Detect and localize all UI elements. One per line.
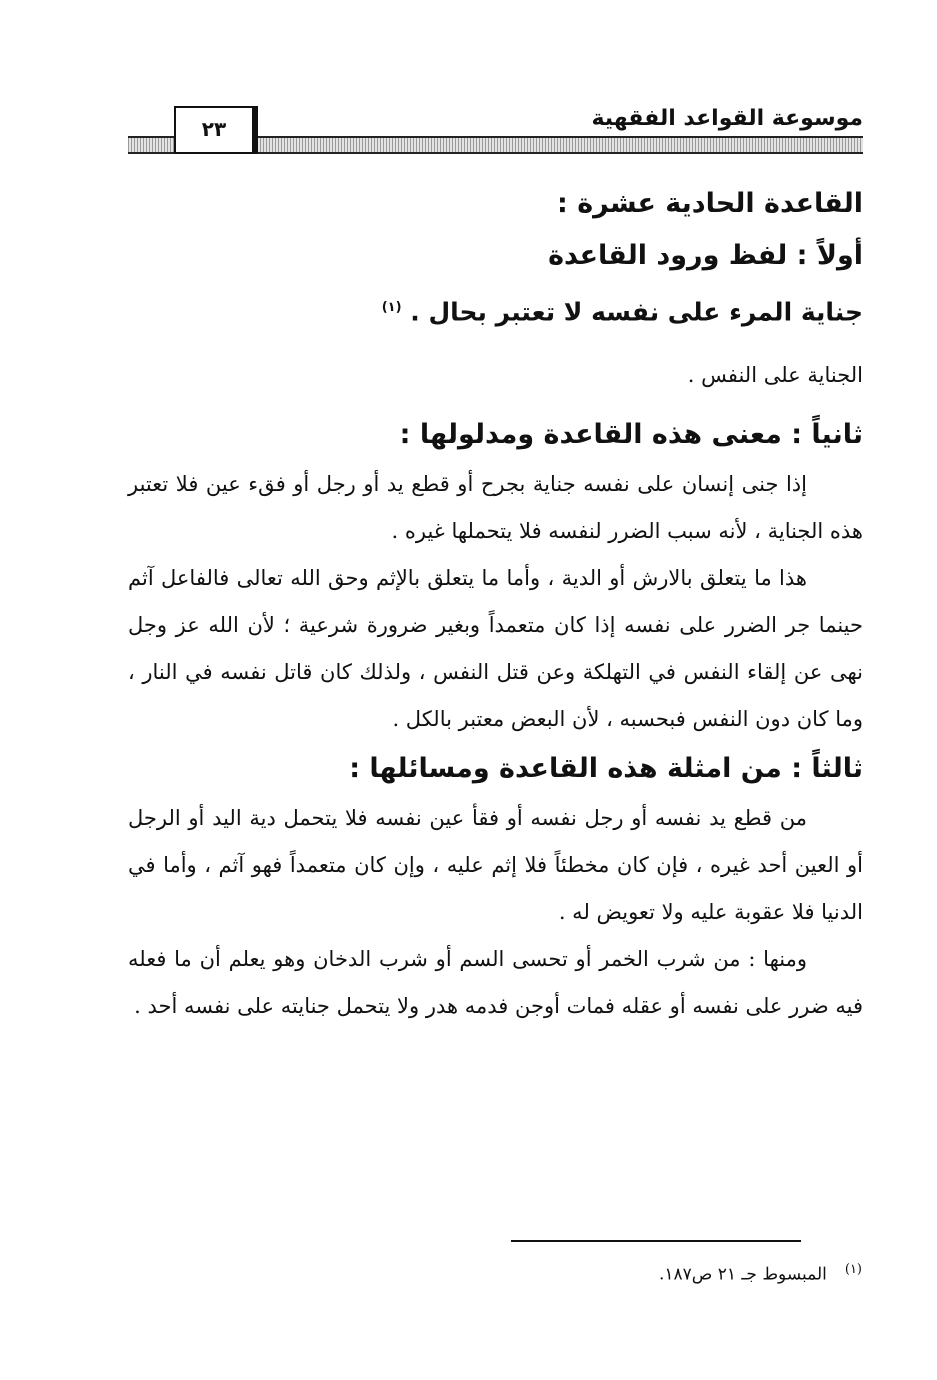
footnote-marker: (١) [844,1262,862,1277]
rule-heading: القاعدة الحادية عشرة : [557,188,863,219]
rule-alt-text: الجناية على النفس . [687,363,863,388]
rule-text [128,282,863,338]
rule-text-body: جناية المرء على نفسه لا تعتبر بحال . [410,297,863,327]
footnote [659,1262,862,1285]
page-body [128,178,863,1030]
page-number: ٢٣ [174,106,258,154]
section3-heading: ثالثاً : من امثلة هذه القاعدة ومسائلها : [349,753,863,785]
section1-heading: أولاً : لفظ ورود القاعدة [548,240,863,271]
footnote-rule [511,1240,801,1242]
footnote-text: المبسوط جـ ٢١ ص١٨٧. [658,1264,827,1285]
section2-paragraph-2: هذا ما يتعلق بالارش أو الدية ، وأما ما يتعلق بالإثم وحق الله تعالى فالفاعل آثم حينما جر الضرر على نفسه إذا كان متعمداً وبغير ضرورة شرعية ؛ لأن الله عز وجل نهى عن إلقاء النفس في التهلكة وعن قتل النفس ، ولذلك كان قاتل نفسه في النار ، وما كان دون النفس فبحسبه ، لأن البعض معتبر بالكل . [128,566,863,732]
section2-heading: ثانياً : معنى هذه القاعدة ومدلولها : [399,419,863,451]
section3-paragraph-2: ومنها : من شرب الخمر أو تحسى السم أو شرب الدخان وهو يعلم أن ما فعله فيه ضرر على نفسه أو عقله فمات أوجن فدمه هدر ولا يتحمل جنايته على نفسه أحد . [128,947,863,1019]
section3-paragraph-1: من قطع يد نفسه أو رجل نفسه أو فقأ عين نفسه فلا يتحمل دية اليد أو الرجل أو العين أحد غيره ، فإن كان مخطئاً فلا إثم عليه ، وإن كان متعمداً فهو آثم ، وأما في الدنيا فلا عقوبة عليه ولا تعويض له . [128,806,863,925]
section2-paragraph-1: إذا جنى إنسان على نفسه جناية بجرح أو قطع يد أو رجل أو فقء عين فلا تعتبر هذه الجناية ، لأنه سبب الضرر لنفسه فلا يتحملها غيره . [128,472,863,544]
footnote-ref: (١) [381,300,402,315]
book-title: موسوعة القواعد الفقهية [583,104,863,134]
running-header [128,104,863,156]
